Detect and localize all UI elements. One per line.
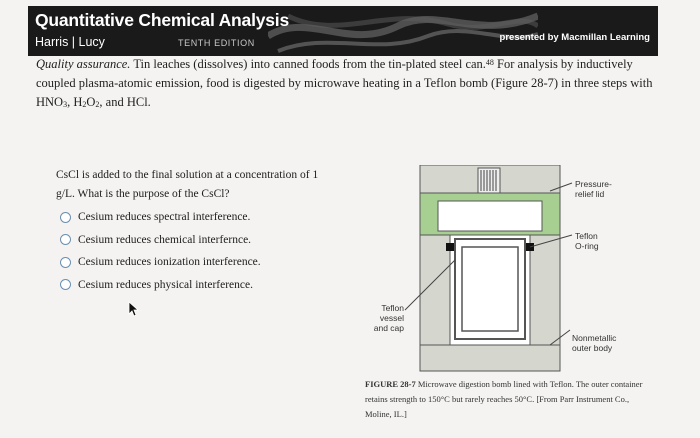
answer-options [60, 206, 261, 296]
intro-text: , and HCl. [99, 95, 151, 109]
question-text: CsCl is added to the final solution at a concentration of 1 g/L. What is the purpose of the CsCl? [56, 169, 319, 200]
caption-text: Microwave digestion bomb lined with Teflon. The outer container retains strength to 150°C but rarely reaches 50°C. [From Parr Instrument Co., Moline, IL.] [365, 379, 643, 419]
reference-number: 48 [485, 58, 494, 67]
option-label: Cesium reduces spectral interference. [78, 211, 251, 224]
radio-button[interactable] [60, 257, 71, 268]
radio-button[interactable] [60, 279, 71, 290]
decorative-swirl [268, 6, 538, 56]
problem-intro [36, 55, 656, 112]
option-label: Cesium reduces physical interference. [78, 278, 253, 291]
subscript: 3 [63, 100, 68, 109]
book-header-banner [28, 6, 658, 56]
intro-text: For analysis by inductively coupled plasma-atomic emission, food is digested by microwave heating in a Teflon bomb (Figure 28-7) in three steps with HNO [36, 57, 653, 109]
subscript: 2 [82, 100, 87, 109]
option-label: Cesium reduces ionization interference. [78, 256, 261, 269]
digestion-bomb-figure [360, 165, 660, 375]
radio-button[interactable] [60, 234, 71, 245]
radio-button[interactable] [60, 212, 71, 223]
answer-option[interactable] [60, 229, 261, 252]
option-label: Cesium reduces chemical interfernce. [78, 233, 252, 246]
figure-number: FIGURE 28-7 [365, 379, 416, 389]
answer-option[interactable] [60, 274, 261, 297]
subscript: 2 [95, 100, 100, 109]
book-title: Quantitative Chemical Analysis [35, 10, 289, 30]
publisher-credit: presented by Macmillan Learning [499, 32, 650, 43]
figure-caption [365, 377, 655, 422]
book-edition: TENTH EDITION [178, 38, 255, 48]
label-teflon-vessel: Teflon vessel and cap [373, 303, 404, 333]
label-pressure-relief-lid: Pressure- relief lid [575, 179, 612, 199]
label-outer-body: Nonmetallic outer body [572, 333, 617, 353]
answer-option[interactable] [60, 251, 261, 274]
mouse-cursor-icon [128, 301, 140, 317]
book-authors: Harris | Lucy [35, 35, 105, 49]
intro-text: , H [67, 95, 83, 109]
answer-option[interactable] [60, 206, 261, 229]
intro-text: O [86, 95, 96, 109]
intro-text: Tin leaches (dissolves) into canned foods from the tin-plated steel can. [130, 57, 486, 71]
label-teflon-o-ring: Teflon O-ring [575, 231, 599, 251]
intro-label: Quality assurance. [36, 57, 131, 71]
